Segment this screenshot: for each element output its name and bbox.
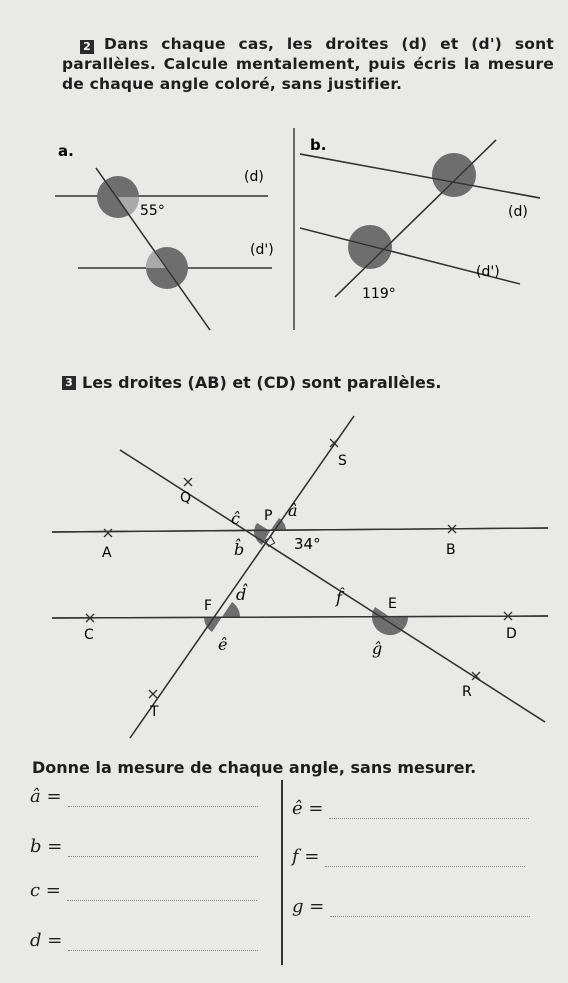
figure-a-angle-value: 55° [140, 203, 165, 219]
label-angle-f: f̂ [336, 588, 342, 607]
answer-e-field[interactable] [329, 804, 529, 819]
label-angle-b: b̂ [234, 540, 245, 559]
point-D: D [506, 626, 517, 642]
answer-f-field[interactable] [325, 852, 525, 867]
angle-d [222, 602, 240, 617]
point-S: S [338, 453, 347, 469]
figure-a-line-d: (d) [244, 169, 264, 185]
answer-divider [281, 780, 283, 965]
answer-b: b = [30, 836, 258, 857]
point-Q: Q [180, 490, 192, 506]
point-C: C [84, 627, 94, 643]
answer-a: â = [30, 786, 258, 807]
figure-a-line-d-prime: (d') [250, 242, 274, 258]
figure-b-line-d: (d) [508, 204, 528, 220]
exercise-2-instruction: Dans chaque cas, les droites (d) et (d') sont parallèles. Calcule mentalement, puis écris la mesure de chaque angle coloré, sans justifier. [62, 35, 554, 93]
label-angle-c: ĉ [231, 509, 240, 528]
answer-g: g = [292, 896, 530, 917]
point-T: T [150, 704, 159, 720]
answer-d: d = [30, 930, 258, 951]
exercise-3-badge: 3 [62, 376, 76, 390]
answer-d-field[interactable] [68, 936, 258, 951]
point-R: R [462, 684, 472, 700]
answer-a-field[interactable] [68, 792, 258, 807]
label-34-degrees: 34° [294, 535, 321, 553]
point-B: B [446, 542, 456, 558]
answer-b-field[interactable] [68, 842, 258, 857]
figure-a-tag: a. [58, 142, 74, 160]
label-angle-e: ê [218, 635, 228, 654]
answer-e: ê = [292, 798, 529, 819]
figure-b-tag: b. [310, 136, 327, 154]
figure-b-line-d-prime: (d') [476, 264, 500, 280]
point-P: P [264, 508, 273, 524]
answer-c: c = [30, 880, 257, 901]
exercise-3-title: Les droites (AB) et (CD) sont parallèles. [82, 373, 442, 392]
exercise-2-badge: 2 [80, 40, 94, 54]
point-F: F [204, 598, 213, 614]
figure-b-angle-value: 119° [362, 286, 396, 302]
label-angle-g: ĝ [372, 639, 383, 658]
label-angle-d: d̂ [236, 585, 247, 604]
point-E: E [388, 596, 397, 612]
answer-f: f = [292, 846, 525, 867]
point-A: A [102, 545, 112, 561]
answer-g-field[interactable] [330, 902, 530, 917]
answer-c-field[interactable] [67, 886, 257, 901]
exercise-3-question: Donne la mesure de chaque angle, sans mesurer. [32, 758, 477, 777]
label-angle-a: â [288, 501, 298, 520]
